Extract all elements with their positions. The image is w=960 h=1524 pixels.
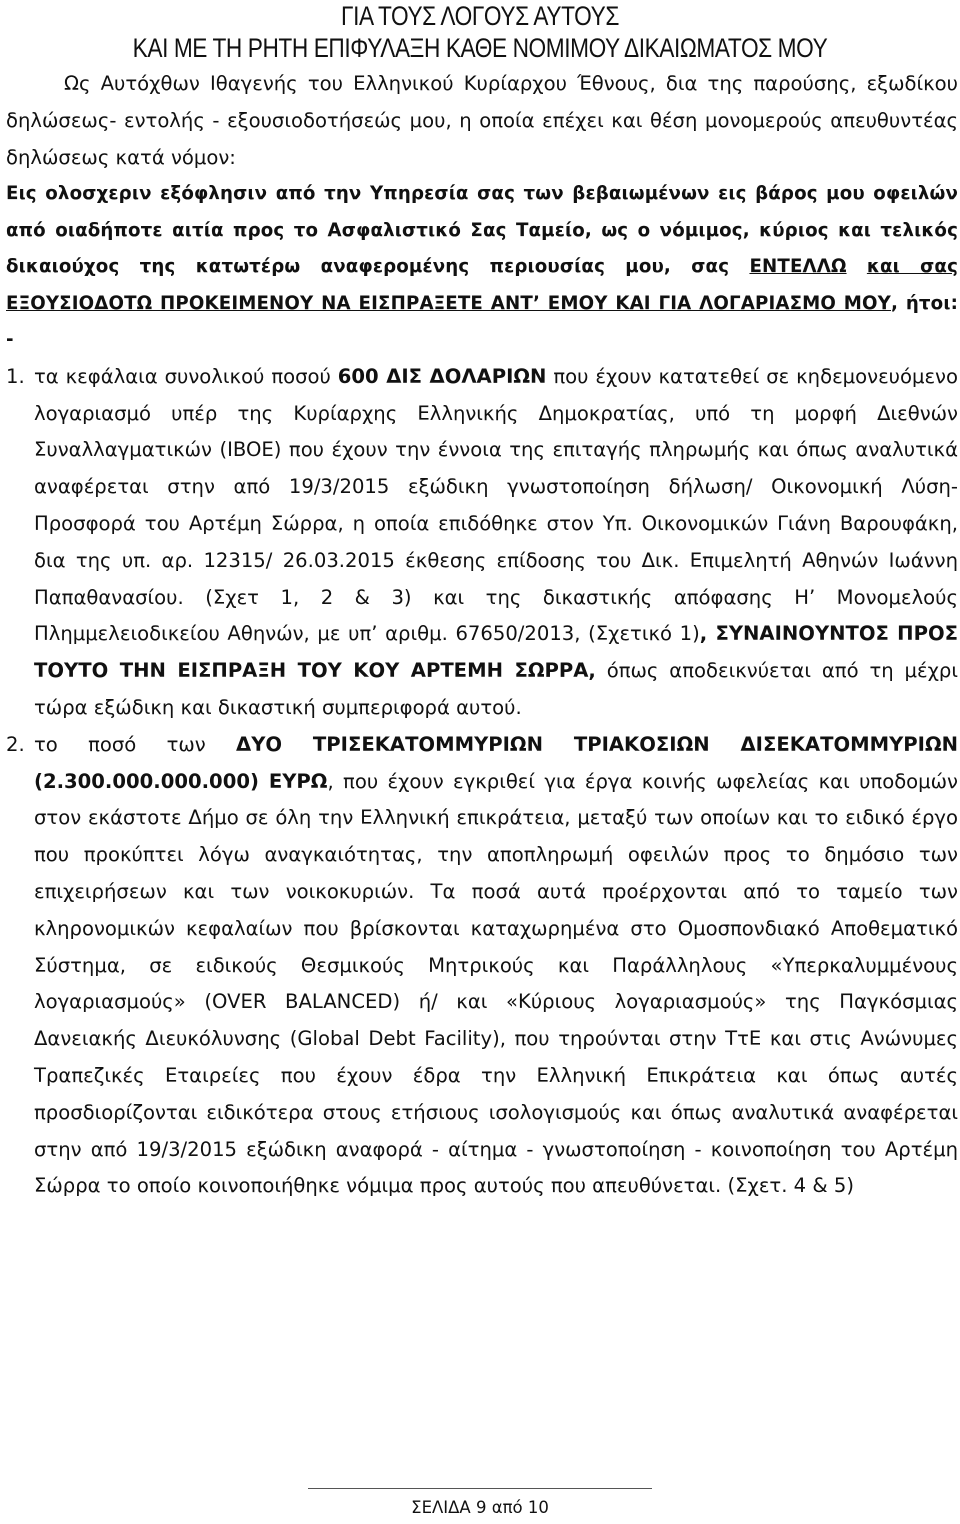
document-body <box>6 66 958 1205</box>
item-text: το ποσό των <box>34 732 237 756</box>
item-amount: 600 ΔΙΣ ΔΟΛΑΡΙΩΝ <box>337 364 547 388</box>
intro-paragraph: Ως Αυτόχθων Ιθαγενής του Ελληνικού Κυρίαρχου Έθνους, δια της παρούσης, εξωδίκου δηλώσεως- εντολής - εξουσιοδοτήσεώς μου, η οποία επέχει και θέση μονομερούς απευθυντέας δηλώσεως κατά νόμον: <box>6 72 958 169</box>
footer-divider <box>308 1488 652 1489</box>
item-bold-clause: , ΣΥΝΑΙΝΟΥΝΤΟΣ ΠΡΟΣ ΤΟΥΤΟ ΤΗΝ ΕΙΣΠΡΑΞΗ ΤΟΥ ΚΟΥ ΑΡΤΕΜΗ ΣΩΡΡΑ, <box>34 622 958 683</box>
heading-line-1: ΓΙΑ ΤΟΥΣ ΛΟΓΟΥΣ ΑΥΤΟΥΣ <box>341 1 619 31</box>
list-item <box>6 359 958 727</box>
item-text: όπως αποδεικνύεται από τη μέχρι τώρα εξώδικη και δικαστική συμπεριφορά αυτού. <box>34 659 958 720</box>
page-number: ΣΕΛΙΔΑ 9 από 10 <box>411 1498 549 1517</box>
mandate-paragraph <box>6 176 958 359</box>
list-item <box>6 727 958 1205</box>
mandate-ending: , ήτοι: - <box>6 292 958 351</box>
mandate-underlined-2: και σας ΕΞΟΥΣΙΟΔΟΤΩ ΠΡΟΚΕΙΜΕΝΟΥ ΝΑ ΕΙΣΠΡΑΞΕΤΕ ΑΝΤ’ ΕΜΟΥ ΚΑΙ ΓΙΑ ΛΟΓΑΡΙΑΣΜΟ ΜΟΥ <box>6 256 959 314</box>
mandate-underlined-1: ΕΝΤΕΛΛΩ <box>749 256 847 278</box>
item-amount: ΔΥΟ ΤΡΙΣΕΚΑΤΟΜΜΥΡΙΩΝ ΤΡΙΑΚΟΣΙΩΝ ΔΙΣΕΚΑΤΟΜΜΥΡΙΩΝ (2.300.000.000.000) ΕΥΡΩ <box>34 732 958 793</box>
item-text: που έχουν κατατεθεί σε κηδεμονευόμενο λογαριασμό υπέρ της Κυρίαρχης Ελληνικής Δημοκρατίας, υπό τη μορφή Διεθνών Συναλλαγματικών (IBOE) που έχουν την έννοια της επιταγής πληρωμής και όπως αναλυτικά αναφέρεται στην από 19/3/2015 εξώδικη γνωστοποίηση δήλωση/ Οικονομική Λύση- Προσφορά του Αρτέμη Σώρρα, η οποία επιδόθηκε στον Υπ. Οικονομικών Γιάνη Βαρουφάκη, δια της υπ. αρ. 12315/ 26.03.2015 έκθεσης επίδοσης του Δικ. Επιμελητή Αθηνών Ιωάννη Παπαθανασίου. (Σχετ 1, 2 & 3) και της δικαστικής απόφασης Η’ Μονομελούς Πλημμελειοδικείου Αθηνών, με υπ’ αριθμ. 67650/2013, (Σχετικό 1) <box>34 364 958 646</box>
list-item-number: 1. <box>6 364 25 388</box>
mandate-text: Εις ολοσχεριν εξόφλησιν από την Υπηρεσία σας των βεβαιωμένων εις βάρος μου οφειλών από οιαδήποτε αιτία προς το Ασφαλιστικό Σας Ταμείο, ως ο νόμιμος, κύριος και τελικός δικαιούχος της κατωτέρω αναφερομένης περιουσίας μου, σας <box>6 183 958 278</box>
list-item-number: 2. <box>6 732 25 756</box>
item-text: , που έχουν εγκριθεί για έργα κοινής ωφελείας και υποδομών στον εκάστοτε Δήμο σε όλη την Ελληνική επικράτεια, μεταξύ των οποίων και το ειδικό έργο που προκύπτει λόγω αναγκαιότητας, την αποπληρωμή οφειλών προς το δημόσιο των επιχειρήσεων και των νοικοκυριών. Τα ποσά αυτά προέρχονται από το ταμείο των κληρονομικών κεφαλαίων που βρίσκονται καταχωρημένα στο Ομοσπονδιακό Αποθεματικό Σύστημα, σε ειδικούς Θεσμικούς Μητρικούς και Παράλληλους «Υπερκαλυμμένους λογαριασμούς» (OVER BALANCED) ή/ και «Κύριους λογαριασμούς» της Παγκόσμιας Δανειακής Διευκόλυνσης (Global Debt Facility), που τηρούνται στην ΤτΕ και στις Ανώνυμες Τραπεζικές Εταιρείες που έχουν έδρα την Ελληνική Επικράτεια και όπως αυτές προσδιορίζονται ειδικότερα στους ετήσιους ισολογισμούς και όπως αναλυτικά αναφέρεται στην από 19/3/2015 εξώδικη αναφορά - αίτημα - γνωστοποίηση - κοινοποίηση του Αρτέμη Σώρρα το οποίο κοινοποιήθηκε νόμιμα προς αυτούς που απευθύνεται. (Σχετ. 4 & 5) <box>34 769 958 1198</box>
mandate-space <box>847 256 867 277</box>
item-text: τα κεφάλαια συνολικού ποσού <box>34 364 338 388</box>
heading-line-2: ΚΑΙ ΜΕ ΤΗ ΡΗΤΗ ΕΠΙΦΥΛΑΞΗ ΚΑΘΕ ΝΟΜΙΜΟΥ ΔΙΚΑΙΩΜΑΤΟΣ ΜΟΥ <box>132 33 828 63</box>
claims-list <box>6 359 958 1205</box>
